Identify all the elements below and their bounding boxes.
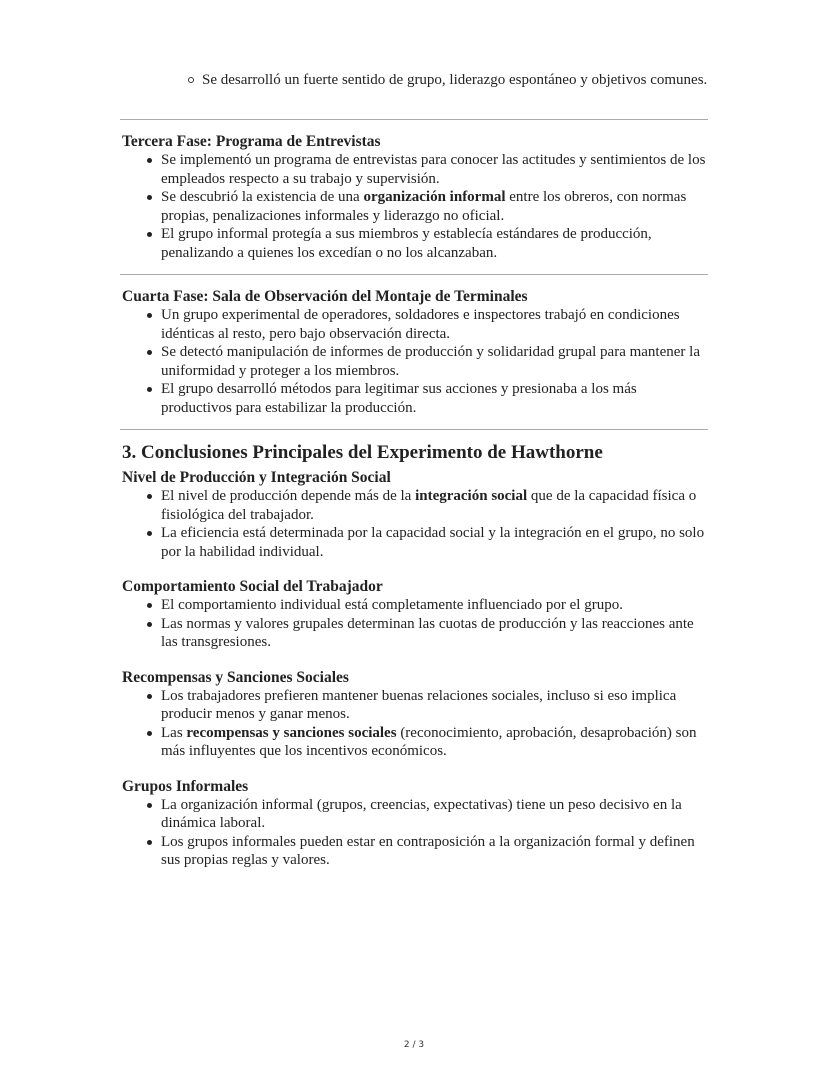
item-text: La organización informal (grupos, creencias, expectativas) tiene un peso decisivo en la dinámica laboral.	[161, 796, 682, 831]
item-text: El comportamiento individual está completamente influenciado por el grupo.	[161, 597, 623, 613]
bullet-list	[122, 687, 712, 761]
bullet-list	[122, 596, 712, 652]
list-item	[122, 188, 709, 225]
list-item	[122, 724, 709, 761]
subsection-heading: Nivel de Producción y Integración Social	[122, 469, 391, 486]
divider	[120, 429, 708, 430]
list-item	[122, 151, 709, 188]
list-item	[122, 596, 709, 615]
item-text: Se implementó un programa de entrevistas para conocer las actitudes y sentimientos de los empleados respecto a su trabajo y supervisión.	[161, 152, 706, 187]
item-text: Los grupos informales pueden estar en contraposición a la organización formal y definen sus propias reglas y valores.	[161, 833, 695, 868]
list-item	[122, 306, 709, 343]
bold-text: integración social	[415, 488, 528, 504]
subsection-heading: Comportamiento Social del Trabajador	[122, 578, 383, 595]
subsection	[122, 668, 712, 761]
continued-list-block	[122, 71, 712, 90]
list-item	[122, 487, 709, 524]
subsection	[122, 577, 712, 652]
list-item	[122, 524, 709, 561]
conclusiones-section	[122, 442, 712, 870]
item-text: (reconocimiento, aprobación, desaprobación) son más influyentes que los incentivos económicos.	[161, 724, 697, 759]
section-heading: Tercera Fase: Programa de Entrevistas	[122, 133, 381, 150]
item-text: El nivel de producción depende más de la	[161, 488, 416, 504]
bullet-list	[122, 796, 712, 870]
item-text: entre los obreros, con normas propias, penalizaciones informales y liderazgo no oficial.	[161, 189, 687, 224]
page-number: 2 / 3	[403, 1040, 425, 1050]
item-text: Los trabajadores prefieren mantener buenas relaciones sociales, incluso si eso implica producir menos y ganar menos.	[161, 687, 677, 722]
item-text: Las normas y valores grupales determinan las cuotas de producción y las reacciones ante las transgresiones.	[161, 615, 694, 650]
list-item	[122, 796, 709, 833]
list-item	[122, 687, 709, 724]
item-text: Las	[161, 724, 187, 741]
section-heading: Cuarta Fase: Sala de Observación del Montaje de Terminales	[122, 288, 528, 305]
tercera-fase-section	[122, 132, 712, 262]
list-item	[122, 225, 709, 262]
subsection	[122, 468, 712, 561]
item-text: El grupo informal protegía a sus miembros y establecía estándares de producción, penalizando a quienes los excedían o no los alcanzaban.	[161, 226, 652, 261]
subsection-heading: Recompensas y Sanciones Sociales	[122, 668, 349, 686]
list-item: Se desarrolló un fuerte sentido de grupo, liderazgo espontáneo y objetivos comunes.	[122, 71, 710, 90]
bold-text: recompensas y sanciones sociales	[186, 724, 397, 741]
item-text: que de la capacidad física o fisiológica del trabajador.	[161, 488, 697, 523]
subsection	[122, 777, 712, 870]
list-item	[122, 615, 709, 652]
item-text: El grupo desarrolló métodos para legitimar sus acciones y presionaba a los más productivos para estabilizar la producción.	[161, 381, 637, 416]
item-text: Se detectó manipulación de informes de producción y solidaridad grupal para mantener la uniformidad y proteger a los miembros.	[161, 344, 700, 379]
list-item	[122, 380, 709, 417]
divider	[120, 119, 708, 120]
divider	[120, 274, 708, 275]
section-title: 3. Conclusiones Principales del Experimento de Hawthorne	[122, 442, 603, 463]
cuarta-fase-section	[122, 287, 712, 417]
item-text: Un grupo experimental de operadores, soldadores e inspectores trabajó en condiciones idénticas al resto, pero bajo observación directa.	[161, 307, 680, 342]
subsection-heading: Grupos Informales	[122, 777, 249, 795]
list-item	[122, 343, 709, 380]
item-text: Se descubrió la existencia de una	[161, 189, 364, 205]
bullet-list	[122, 306, 712, 417]
list-item	[122, 833, 709, 870]
bullet-list	[122, 487, 712, 561]
item-text: La eficiencia está determinada por la capacidad social y la integración en el grupo, no solo por la habilidad individual.	[161, 525, 705, 560]
bold-text: organización informal	[363, 189, 506, 205]
bullet-list	[122, 151, 712, 262]
